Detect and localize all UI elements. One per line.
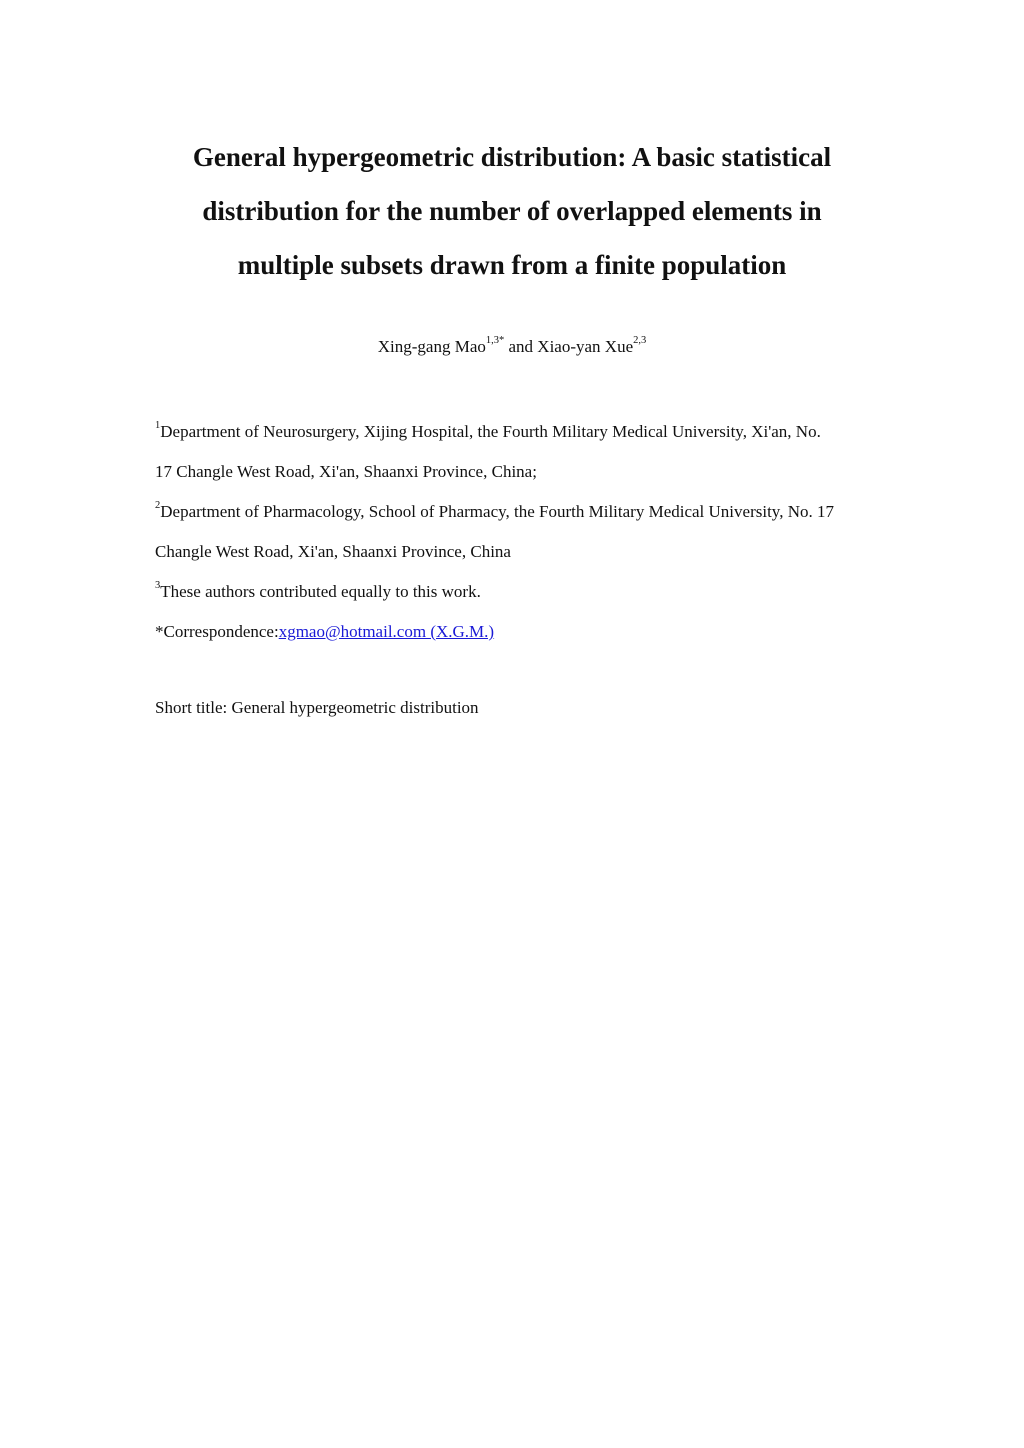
affiliation-1-line-2: 17 Changle West Road, Xi'an, Shaanxi Province, China;: [155, 462, 537, 481]
author-1-affiliation-marks: 1,3*: [485, 335, 505, 347]
title-line-3: multiple subsets drawn from a finite population: [237, 250, 787, 280]
affiliations: [155, 412, 885, 652]
author-conjunction: and: [504, 337, 538, 356]
affiliation-2-mark: 2: [155, 500, 161, 512]
equal-contribution-text: These authors contributed equally to this work.: [160, 582, 481, 601]
correspondence-email-link[interactable]: xgmao@hotmail.com (X.G.M.): [278, 622, 495, 641]
affiliation-2-line-1: [155, 492, 885, 532]
author-1-name: Xing-gang Mao: [377, 337, 486, 356]
affiliation-1-line-1: [155, 412, 885, 452]
title-line-1: General hypergeometric distribution: A basic statistical: [192, 142, 832, 172]
affiliation-2-text: Department of Pharmacology, School of Pharmacy, the Fourth Military Medical University, No. 17: [160, 502, 834, 521]
author-2-affiliation-marks: 2,3: [633, 335, 647, 347]
paper-title: [150, 130, 874, 292]
correspondence-label: *Correspondence:: [155, 622, 279, 641]
affiliation-1-mark: 1: [155, 420, 161, 432]
title-line-2: distribution for the number of overlapped elements in: [202, 196, 822, 226]
author-2-name: Xiao-yan Xue: [537, 337, 634, 356]
author-list: [0, 333, 1024, 361]
short-title: Short title: General hypergeometric distribution: [155, 698, 479, 717]
correspondence: [155, 612, 885, 652]
equal-contribution-mark: 3: [155, 580, 161, 592]
affiliation-2-line-2: Changle West Road, Xi'an, Shaanxi Province, China: [155, 542, 511, 561]
affiliation-1-text: Department of Neurosurgery, Xijing Hospital, the Fourth Military Medical University, Xi'an, No.: [160, 422, 821, 441]
equal-contribution-note: [155, 572, 885, 612]
